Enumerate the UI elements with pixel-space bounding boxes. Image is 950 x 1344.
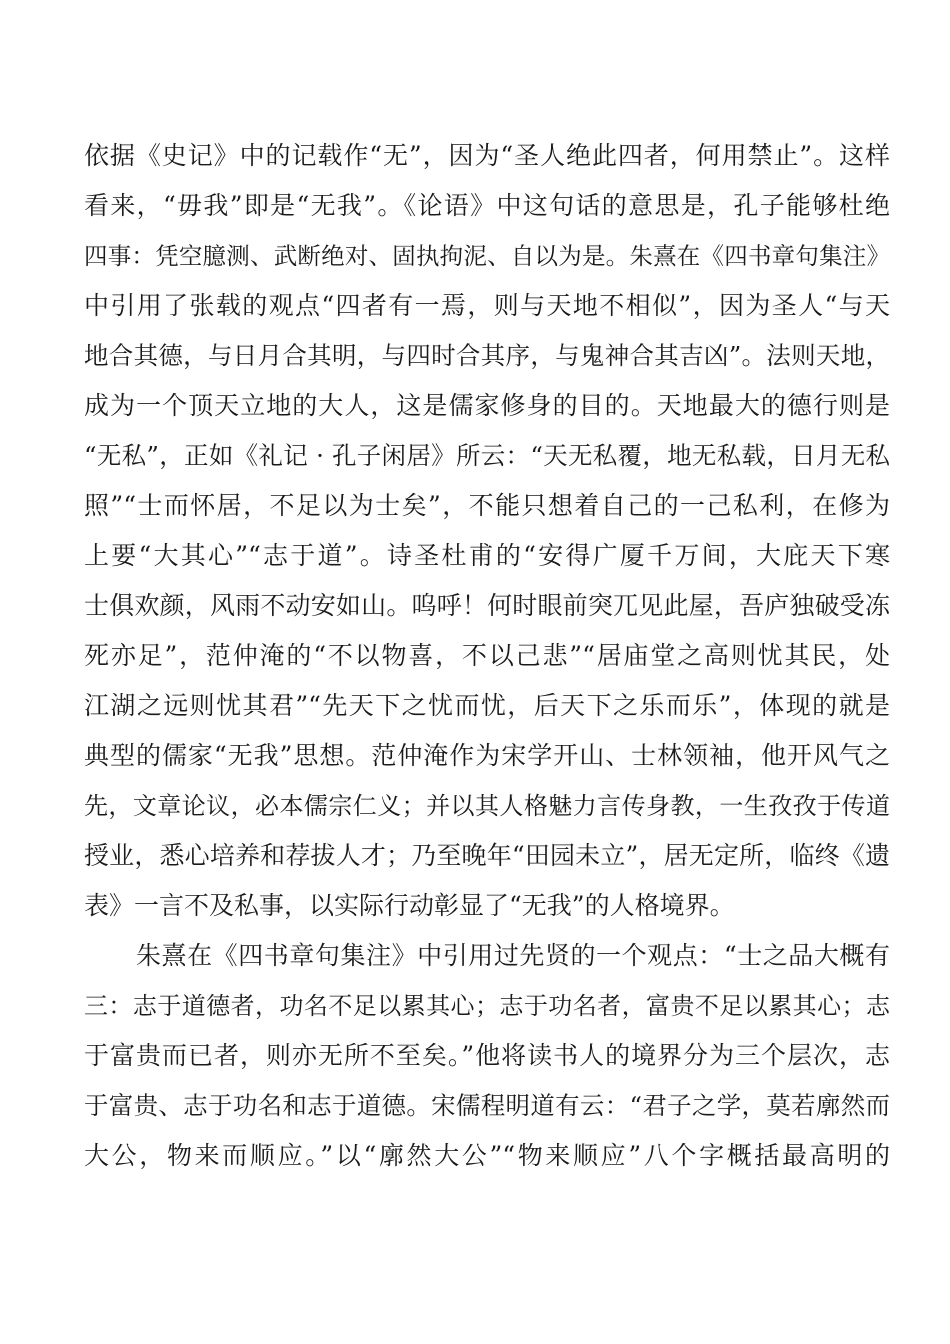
text-line: 授业，悉心培养和荐拔人才；乃至晚年“田园未立”，居无定所，临终《遗 bbox=[84, 841, 890, 870]
text-line: 地合其德，与日月合其明，与四时合其序，与鬼神合其吉凶”。法则天地， bbox=[84, 341, 890, 370]
text-line: 表》一言不及私事，以实际行动彰显了“无我”的人格境界。 bbox=[84, 891, 735, 920]
text-line: 典型的儒家“无我”思想。范仲淹作为宋学开山、士林领袖，他开风气之 bbox=[84, 741, 890, 770]
text-line: 江湖之远则忧其君”“先天下之忧而忧，后天下之乐而乐”，体现的就是 bbox=[84, 691, 890, 720]
text-line: 先，文章论议，必本儒宗仁义；并以其人格魅力言传身教，一生孜孜于传道 bbox=[84, 792, 890, 820]
text-line: 依据《史记》中的记载作“无”，因为“圣人绝此四者，何用禁止”。这样 bbox=[84, 141, 890, 170]
text-line: 照”“士而怀居，不足以为士矣”，不能只想着自己的一己私利，在修为 bbox=[84, 491, 890, 520]
text-line: 于富贵而已者，则亦无所不至矣。”他将读书人的境界分为三个层次，志 bbox=[84, 1041, 890, 1070]
text-line: 士俱欢颜，风雨不动安如山。呜呼！何时眼前突兀见此屋，吾庐独破受冻 bbox=[84, 591, 890, 620]
text-line: 成为一个顶天立地的大人，这是儒家修身的目的。天地最大的德行则是 bbox=[84, 391, 890, 420]
text-line: 中引用了张载的观点“四者有一焉，则与天地不相似”，因为圣人“与天 bbox=[84, 291, 890, 320]
text-line: 四事：凭空臆测、武断绝对、固执拘泥、自以为是。朱熹在《四书章句集注》 bbox=[84, 242, 890, 270]
text-line: 看来，“毋我”即是“无我”。《论语》中这句话的意思是，孔子能够杜绝 bbox=[84, 191, 890, 220]
text-line: 三：志于道德者，功名不足以累其心；志于功名者，富贵不足以累其心；志 bbox=[84, 992, 890, 1020]
text-line: 死亦足”，范仲淹的“不以物喜，不以己悲”“居庙堂之高则忧其民，处 bbox=[84, 641, 890, 670]
text-line: 大公，物来而顺应。”以“廓然大公”“物来顺应”八个字概括最高明的 bbox=[84, 1141, 891, 1170]
text-line: “无私”，正如《礼记 · 孔子闲居》所云：“天无私覆，地无私载，日月无私 bbox=[84, 441, 890, 470]
text-line: 上要“大其心”“志于道”。诗圣杜甫的“安得广厦千万间，大庇天下寒 bbox=[84, 541, 890, 570]
text-line: 于富贵、志于功名和志于道德。宋儒程明道有云：“君子之学，莫若廓然而 bbox=[84, 1091, 890, 1120]
text-line: 朱熹在《四书章句集注》中引用过先贤的一个观点：“士之品大概有 bbox=[136, 941, 890, 970]
